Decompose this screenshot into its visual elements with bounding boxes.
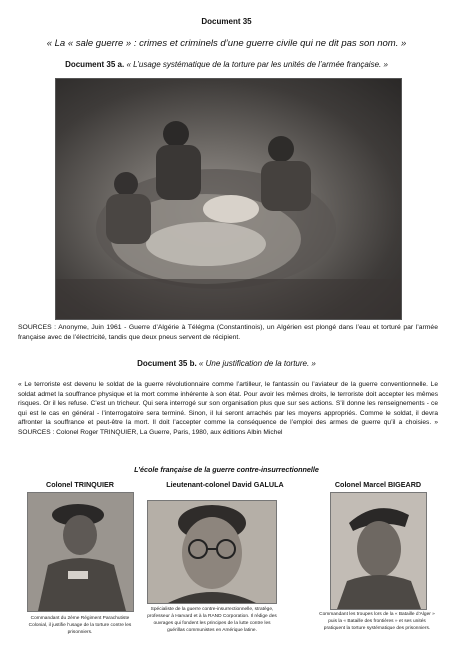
caption-bigeard: Commandant les troupes lors de la « Bataille d’Alger » puis la « Bataille des frontières » et ses unités pratiquent la torture systématique des prisonniers. — [319, 612, 435, 631]
portrait-bigeard — [330, 492, 427, 610]
torture-photograph-drawing — [56, 79, 401, 319]
portrait-bigeard-drawing — [331, 493, 426, 609]
torture-photograph — [55, 78, 402, 320]
part-a-label: Document 35 a. — [65, 60, 125, 69]
main-title: « La « sale guerre » : crimes et criminels d’une guerre civile qui ne dit pas son nom. » — [46, 38, 407, 49]
part-b-quote: « Le terroriste est devenu le soldat de la guerre révolutionnaire comme l’artilleur, le fantassin ou l’aviateur de la guerre conventionnelle. Le soldat admet la souffrance physique et la mort comme inhérente à son état. Pour avoir les mêmes droits, le terroriste doit accepter les mêmes risques. Or il les refuse. C’est un tricheur. Qui sera interrogé sur son organisation plus que sur ses actions. S’il donne les renseignements - ce qui est le cas en général - l’interrogatoire sera terminé. Sinon, il lui seront arrachés par les moyens appropriés. Comme le soldat, il devra affronter la souffrance et peut-être la mort. Il doit l’accepter comme la conséquence de l’emploi des armes de guerre qu’il a choisies. » — [18, 381, 438, 427]
document-number: Document 35 — [201, 17, 252, 26]
part-a-heading — [10, 60, 443, 69]
part-b-title: « Une justification de la torture. » — [198, 359, 316, 368]
part-b-label: Document 35 b. — [137, 359, 197, 368]
caption-galula: Spécialiste de la guerre contre-insurrectionnelle, stratège, professeur à Harvard et à la RAND Corporation. Il rédige des ouvrages qui fondent les principes de la lutte contre les guérillas communistes en Amérique latine. — [147, 607, 277, 633]
officer-name-trinquier: Colonel TRINQUIER — [46, 480, 114, 489]
portrait-galula-drawing — [148, 501, 276, 603]
portrait-galula — [147, 500, 277, 604]
part-a-sources: SOURCES : Anonyme, Juin 1961 - Guerre d’Algérie à Télégma (Constantinois), un Algérien est plongé dans l’eau et torturé par l’armée française avec de l’électricité, tandis que deux pneus servent de récipient. — [18, 324, 438, 341]
portrait-trinquier-drawing — [28, 493, 133, 611]
part-b-quote-block — [18, 380, 438, 438]
school-title: L’école française de la guerre contre-insurrectionnelle — [134, 465, 319, 474]
caption-trinquier: Commandant du 2ème Régiment Parachutiste Colonial, il justifie l’usage de la torture contre les prisonniers. — [28, 616, 132, 635]
part-b-heading — [10, 359, 443, 368]
officer-name-bigeard: Colonel Marcel BIGEARD — [334, 480, 422, 489]
portrait-trinquier — [27, 492, 134, 612]
part-a-title: « L’usage systématique de la torture par les unités de l’armée française. » — [126, 60, 388, 69]
officer-name-galula: Lieutenant-colonel David GALULA — [166, 480, 284, 489]
part-b-sources: SOURCES : Colonel Roger TRINQUIER, La Guerre, Paris, 1980, aux éditions Albin Michel — [18, 428, 283, 436]
